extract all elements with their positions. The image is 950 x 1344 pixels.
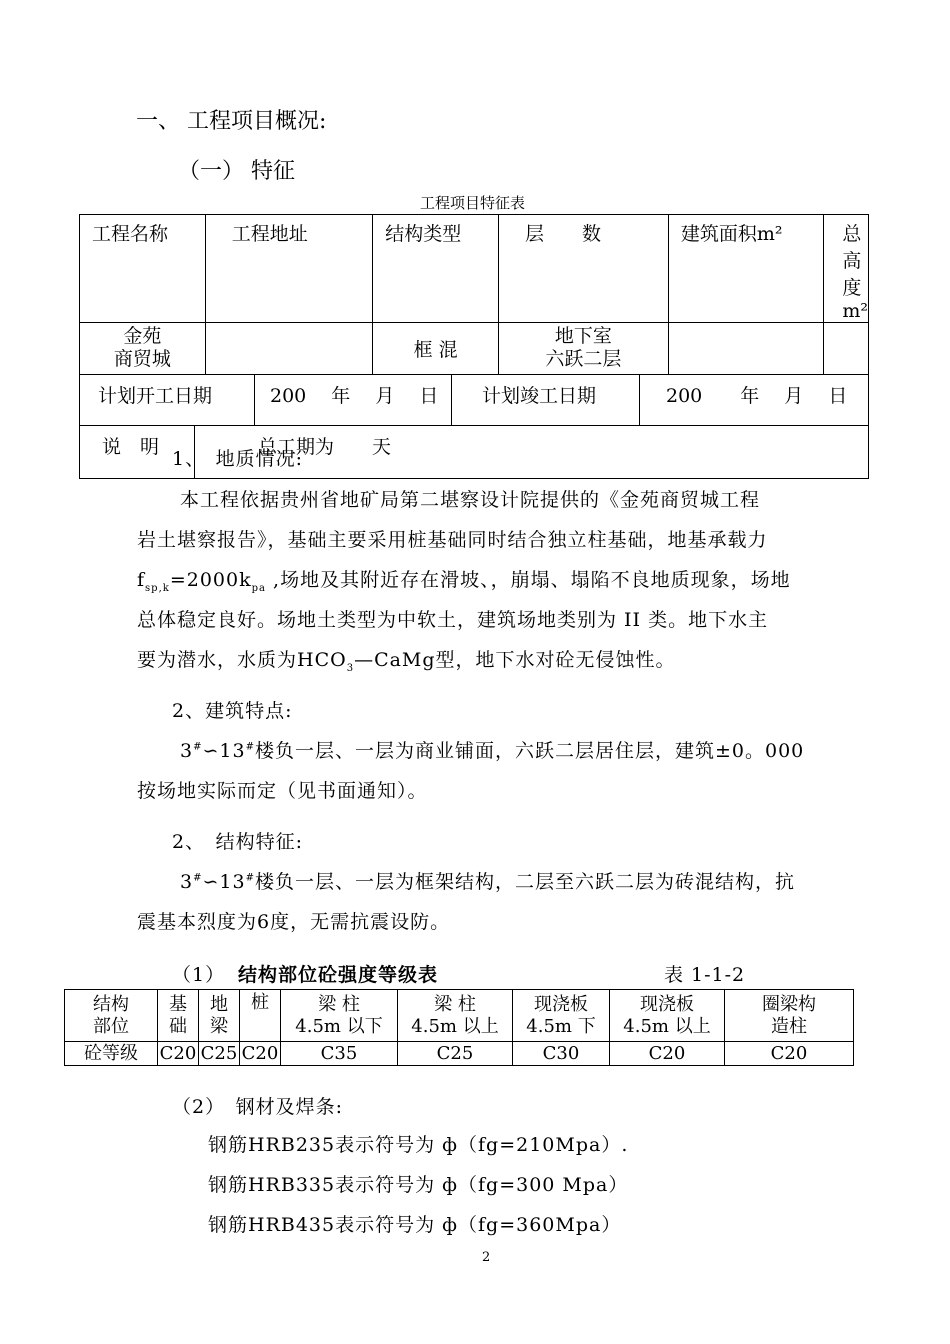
th-address: 工程地址: [205, 215, 372, 323]
geology-title: 1、 地质情况:: [172, 448, 303, 470]
steel-line: 钢筋HRB435表示符号为 ф（fg=360Mpa）: [208, 1214, 622, 1236]
section-heading: 一、 工程项目概况:: [136, 109, 327, 134]
table2-title: 结构部位砼强度等级表: [238, 964, 439, 986]
th-pile: 桩: [240, 990, 281, 1042]
schedule-row: [80, 375, 869, 426]
grade-value: C25: [398, 1042, 513, 1066]
subsection-heading: （一） 特征: [178, 159, 295, 184]
start-date-label: 计划开工日期: [98, 385, 213, 407]
structure-paragraph-line: 震基本烈度为6度，无需抗震设防。: [137, 911, 451, 933]
architecture-paragraph-line: 按场地实际而定（见书面通知）。: [137, 780, 428, 802]
cell-project-name: 金苑 商贸城: [80, 323, 206, 375]
grade-value: C20: [158, 1042, 199, 1066]
geology-paragraph-line: 总体稳定良好。场地土类型为中软土，建筑场地类别为 II 类。地下水主: [137, 609, 769, 631]
structure-title: 2、 结构特征:: [172, 831, 303, 853]
note-label: 说 明: [102, 436, 160, 458]
th-name: 工程名称: [80, 215, 206, 323]
th-ring-beam: 圈梁构 造柱: [725, 990, 854, 1042]
grade-value: C20: [610, 1042, 725, 1066]
geology-paragraph-line: 要为潜水，水质为$HCO_3—CaMg$型，地下水对砼无侵蚀性。: [137, 649, 676, 674]
row-label: 砼等级: [65, 1042, 158, 1066]
concrete-grade-table: [64, 989, 854, 1066]
steel-line: 钢筋HRB335表示符号为 ф（fg=300 Mpa）: [208, 1174, 629, 1196]
grade-value: C25: [199, 1042, 240, 1066]
th-height: 总高度m²: [824, 215, 869, 323]
steel-line: 钢筋HRB235表示符号为 ф（fg=210Mpa）.: [208, 1134, 629, 1156]
th-slab-above: 现浇板 4.5m 以上: [610, 990, 725, 1042]
project-features-table: [79, 214, 869, 479]
cell-height: [824, 323, 869, 375]
th-ground-beam: 地 梁: [199, 990, 240, 1042]
geology-paragraph-line: 岩土堪察报告》，基础主要采用桩基础同时结合独立柱基础，地基承载力: [137, 529, 768, 551]
table2-number: （1）: [172, 964, 226, 986]
architecture-title: 2、建筑特点:: [172, 700, 293, 722]
architecture-paragraph-line: 3#∽13#楼负一层、一层为商业铺面，六跃二层居住层，建筑±0。000: [180, 740, 805, 762]
grade-value: C20: [240, 1042, 281, 1066]
cell-address: [205, 323, 372, 375]
steel-title: （2） 钢材及焊条:: [172, 1096, 343, 1118]
grade-value: C35: [281, 1042, 398, 1066]
cell-area: [668, 323, 824, 375]
th-part: 结构 部位: [65, 990, 158, 1042]
cell-structure: 框 混: [373, 323, 499, 375]
structure-paragraph-line: 3#∽13#楼负一层、一层为框架结构，二层至六跃二层为砖混结构，抗: [180, 871, 795, 893]
grade-value: C30: [513, 1042, 610, 1066]
start-date-value: 200 年 月 日: [270, 385, 439, 407]
th-floors: 层 数: [498, 215, 668, 323]
geology-paragraph-line: 本工程依据贵州省地矿局第二堪察设计院提供的《金苑商贸城工程: [180, 489, 761, 511]
grade-value: C20: [725, 1042, 854, 1066]
page-number: 2: [482, 1250, 491, 1265]
end-date-label: 计划竣工日期: [482, 385, 597, 407]
th-beam-column-below: 梁 柱 4.5m 以下: [281, 990, 398, 1042]
table2-reference: 表 1-1-2: [664, 964, 746, 986]
geology-paragraph-line: $f_{sp,k}=2000k_{pa}$ ,场地及其附近存在滑坡、，崩塌、塌陷不良地质现象，场地: [137, 569, 791, 594]
th-structure: 结构类型: [373, 215, 499, 323]
cell-floors: 地下室 六跃二层: [498, 323, 668, 375]
end-date-value: 200 年 月 日: [666, 385, 848, 407]
th-area: 建筑面积m²: [668, 215, 824, 323]
note-value: 总工期为 天: [258, 436, 392, 458]
table1-caption: 工程项目特征表: [420, 194, 526, 212]
th-foundation: 基 础: [158, 990, 199, 1042]
th-slab-below: 现浇板 4.5m 下: [513, 990, 610, 1042]
th-beam-column-above: 梁 柱 4.5m 以上: [398, 990, 513, 1042]
